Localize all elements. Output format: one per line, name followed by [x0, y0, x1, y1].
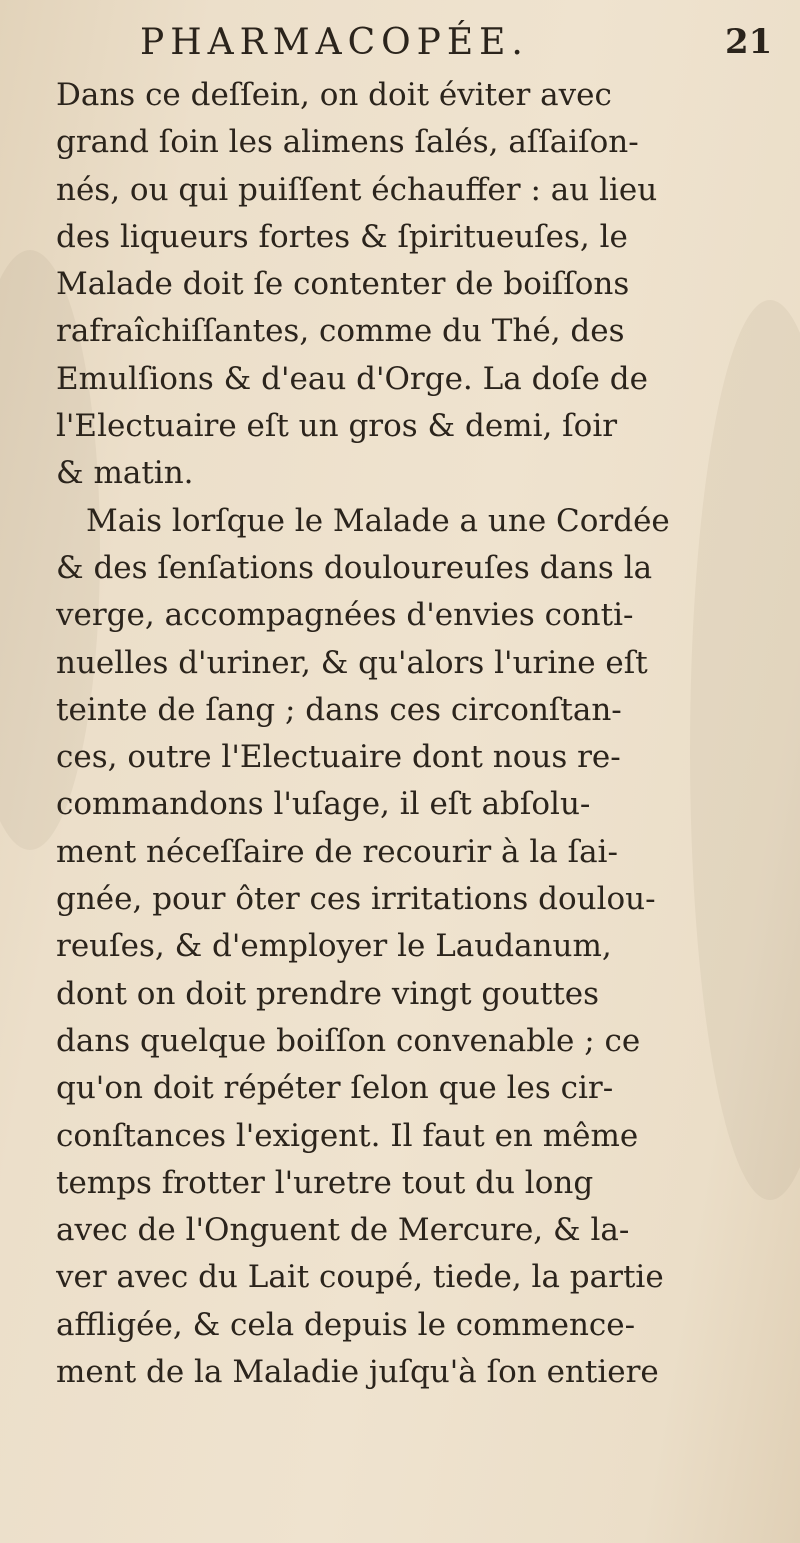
- text-line: Dans ce deſſein, on doit éviter avec: [56, 77, 612, 113]
- text-line: Malade doit ſe contenter de boiſſons: [56, 266, 630, 303]
- text-line: gnée, pour ôter ces irritations doulou-: [56, 881, 656, 918]
- text-line: commandons l'uſage, il eſt abſolu-: [56, 786, 591, 823]
- text-line: ver avec du Lait coupé, tiede, la partie: [56, 1259, 664, 1296]
- paragraph-start-line: Mais lorſque le Malade a une Cordée: [86, 502, 670, 539]
- text-line: ces, outre l'Electuaire dont nous re-: [56, 739, 621, 776]
- text-line: conſtances l'exigent. Il faut en même: [56, 1117, 639, 1154]
- text-line: dans quelque boiſſon convenable ; ce: [56, 1022, 641, 1059]
- text-line: & matin.: [56, 455, 194, 492]
- running-head: [0, 18, 800, 76]
- text-line: dont on doit prendre vingt gouttes: [56, 975, 600, 1012]
- text-line: ment néceſſaire de recourir à la ſai-: [56, 833, 618, 870]
- page-number: 21: [725, 22, 773, 62]
- text-line: avec de l'Onguent de Mercure, & la-: [56, 1212, 630, 1249]
- text-line: verge, accompagnées d'envies conti-: [56, 597, 634, 634]
- text-line: ment de la Maladie juſqu'à ſon entiere: [56, 1354, 659, 1391]
- text-line: qu'on doit répéter ſelon que les cir-: [56, 1070, 614, 1107]
- text-line: temps frotter l'uretre tout du long: [56, 1164, 594, 1201]
- text-line: reuſes, & d'employer le Laudanum,: [56, 928, 612, 965]
- text-line: & des ſenſations douloureuſes dans la: [56, 549, 653, 586]
- text-line: rafraîchiſſantes, comme du Thé, des: [56, 313, 625, 350]
- text-line: nés, ou qui puiſſent échauffer : au lieu: [56, 171, 658, 208]
- text-line: affligée, & cela depuis le commence-: [56, 1306, 636, 1343]
- text-line: des liqueurs fortes & ſpiritueuſes, le: [56, 218, 628, 255]
- text-line: teinte de ſang ; dans ces circonſtan-: [56, 691, 622, 728]
- text-line: Emulſions & d'eau d'Orge. La doſe de: [56, 360, 648, 397]
- text-line: nuelles d'uriner, & qu'alors l'urine eſt: [56, 644, 648, 681]
- running-title: PHARMACOPÉE.: [140, 22, 529, 63]
- text-line: l'Electuaire eſt un gros & demi, ſoir: [56, 408, 618, 445]
- text-line: grand ſoin les alimens ſalés, aſſaiſon-: [56, 124, 639, 161]
- body-text: [56, 72, 776, 1396]
